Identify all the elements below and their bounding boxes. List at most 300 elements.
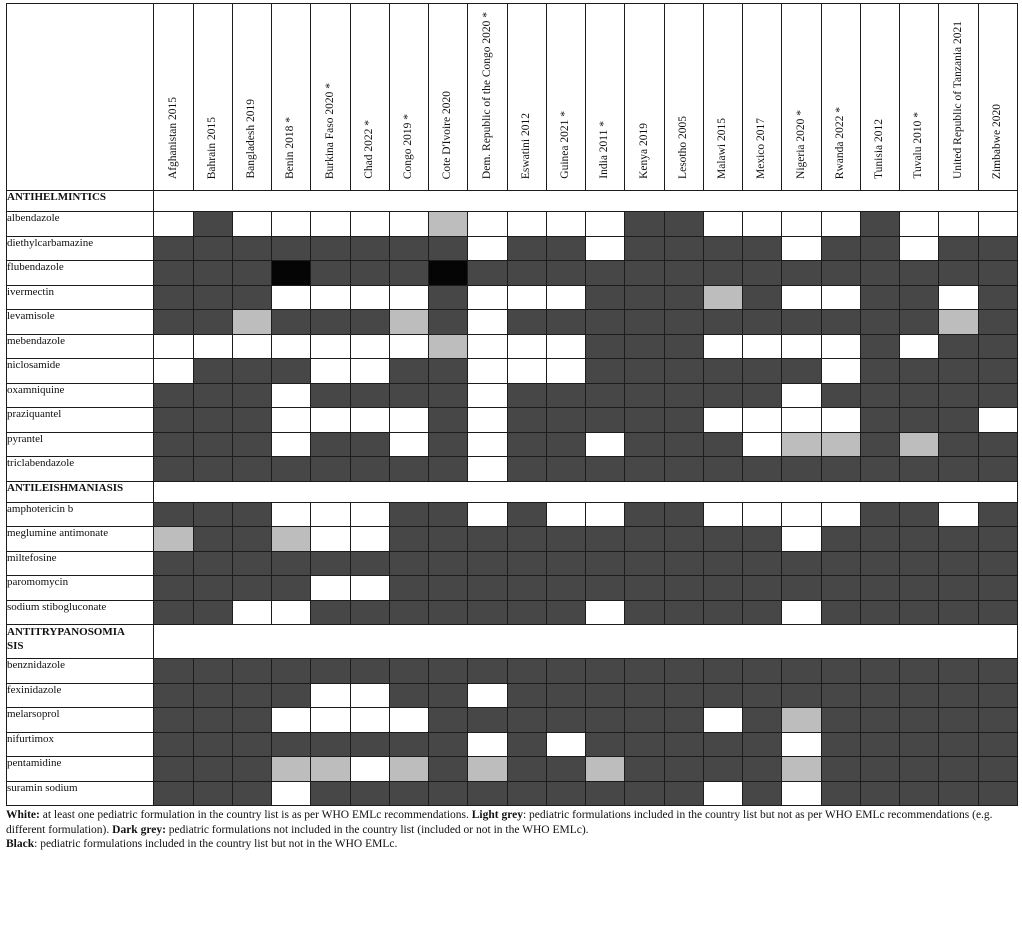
status-cell-dark-grey <box>507 708 546 733</box>
status-cell-white <box>782 502 821 527</box>
status-cell-dark-grey <box>860 757 899 782</box>
status-cell-dark-grey <box>900 781 939 806</box>
status-cell-dark-grey <box>821 527 860 552</box>
table-row <box>7 359 1018 384</box>
country-column-header <box>272 4 311 191</box>
drug-name: mebendazole <box>7 334 154 359</box>
status-cell-white <box>939 212 978 237</box>
country-column-label: Bangladesh 2019 <box>245 99 258 179</box>
status-cell-dark-grey <box>311 659 350 684</box>
country-column-label: Zimbabwe 2020 <box>991 103 1003 179</box>
status-cell-dark-grey <box>350 781 389 806</box>
status-cell-dark-grey <box>193 732 232 757</box>
status-cell-white <box>311 527 350 552</box>
status-cell-dark-grey <box>546 408 585 433</box>
section-blank-band <box>154 191 1018 212</box>
status-cell-dark-grey <box>232 527 271 552</box>
status-cell-dark-grey <box>703 551 742 576</box>
status-cell-dark-grey <box>193 285 232 310</box>
status-cell-white <box>821 212 860 237</box>
status-cell-dark-grey <box>586 334 625 359</box>
status-cell-dark-grey <box>507 408 546 433</box>
status-cell-dark-grey <box>743 732 782 757</box>
status-cell-dark-grey <box>703 261 742 286</box>
status-cell-white <box>743 334 782 359</box>
status-cell-dark-grey <box>468 261 507 286</box>
status-cell-dark-grey <box>546 659 585 684</box>
status-cell-dark-grey <box>782 659 821 684</box>
status-cell-white <box>350 334 389 359</box>
status-cell-white <box>507 334 546 359</box>
country-column-label: Rwanda 2022 * <box>833 106 846 179</box>
status-cell-dark-grey <box>939 732 978 757</box>
table-row <box>7 683 1018 708</box>
status-cell-dark-grey <box>703 757 742 782</box>
status-cell-dark-grey <box>193 408 232 433</box>
country-column-header <box>625 4 664 191</box>
status-cell-dark-grey <box>703 732 742 757</box>
status-cell-white <box>350 757 389 782</box>
status-cell-dark-grey <box>625 757 664 782</box>
status-cell-dark-grey <box>586 659 625 684</box>
country-column-header <box>389 4 428 191</box>
status-cell-dark-grey <box>546 310 585 335</box>
status-cell-dark-grey <box>507 781 546 806</box>
status-cell-dark-grey <box>232 432 271 457</box>
status-cell-white <box>782 236 821 261</box>
country-column-header <box>586 4 625 191</box>
status-cell-dark-grey <box>232 659 271 684</box>
status-cell-dark-grey <box>507 383 546 408</box>
status-cell-dark-grey <box>625 432 664 457</box>
table-row <box>7 659 1018 684</box>
status-cell-dark-grey <box>546 781 585 806</box>
table-row <box>7 383 1018 408</box>
status-cell-dark-grey <box>232 576 271 601</box>
status-cell-dark-grey <box>154 432 193 457</box>
status-cell-dark-grey <box>468 708 507 733</box>
status-cell-light-grey <box>429 212 468 237</box>
status-cell-dark-grey <box>193 502 232 527</box>
status-cell-dark-grey <box>978 781 1018 806</box>
status-cell-dark-grey <box>703 659 742 684</box>
country-column-header <box>429 4 468 191</box>
status-cell-dark-grey <box>546 236 585 261</box>
status-cell-dark-grey <box>193 457 232 482</box>
status-cell-dark-grey <box>900 576 939 601</box>
table-row <box>7 236 1018 261</box>
status-cell-dark-grey <box>429 732 468 757</box>
status-cell-dark-grey <box>939 236 978 261</box>
status-cell-dark-grey <box>586 781 625 806</box>
drug-name: flubendazole <box>7 261 154 286</box>
status-cell-dark-grey <box>311 310 350 335</box>
status-cell-white <box>703 212 742 237</box>
status-cell-dark-grey <box>389 576 428 601</box>
status-cell-dark-grey <box>900 359 939 384</box>
status-cell-dark-grey <box>272 236 311 261</box>
status-cell-white <box>350 683 389 708</box>
status-cell-dark-grey <box>664 383 703 408</box>
status-cell-dark-grey <box>507 683 546 708</box>
status-cell-dark-grey <box>350 600 389 625</box>
status-cell-white <box>978 408 1018 433</box>
status-cell-dark-grey <box>860 408 899 433</box>
status-cell-white <box>703 408 742 433</box>
country-column-header <box>193 4 232 191</box>
status-cell-white <box>507 359 546 384</box>
section-title: ANTIHELMINTICS <box>7 191 154 212</box>
status-cell-dark-grey <box>507 236 546 261</box>
status-cell-light-grey <box>821 432 860 457</box>
status-cell-dark-grey <box>664 334 703 359</box>
table-row <box>7 600 1018 625</box>
status-cell-dark-grey <box>350 236 389 261</box>
table-row <box>7 757 1018 782</box>
status-cell-dark-grey <box>625 236 664 261</box>
status-cell-dark-grey <box>350 659 389 684</box>
status-cell-white <box>272 708 311 733</box>
status-cell-dark-grey <box>821 659 860 684</box>
status-cell-dark-grey <box>978 600 1018 625</box>
status-cell-dark-grey <box>429 757 468 782</box>
status-cell-dark-grey <box>546 683 585 708</box>
drug-name: benznidazole <box>7 659 154 684</box>
status-cell-dark-grey <box>586 683 625 708</box>
status-cell-dark-grey <box>703 236 742 261</box>
status-cell-dark-grey <box>743 659 782 684</box>
country-column-label: Benin 2018 * <box>284 117 297 179</box>
status-cell-dark-grey <box>154 310 193 335</box>
status-cell-dark-grey <box>389 502 428 527</box>
status-cell-dark-grey <box>232 708 271 733</box>
status-cell-dark-grey <box>978 757 1018 782</box>
status-cell-dark-grey <box>939 457 978 482</box>
status-cell-dark-grey <box>664 261 703 286</box>
status-cell-dark-grey <box>350 732 389 757</box>
status-cell-white <box>900 236 939 261</box>
status-cell-dark-grey <box>625 683 664 708</box>
status-cell-white <box>311 408 350 433</box>
country-column-label: Tuvalu 2010 * <box>912 112 925 179</box>
drug-name: diethylcarbamazine <box>7 236 154 261</box>
status-cell-dark-grey <box>978 527 1018 552</box>
status-cell-dark-grey <box>586 383 625 408</box>
formulation-matrix-figure <box>6 3 1018 852</box>
status-cell-dark-grey <box>193 551 232 576</box>
status-cell-dark-grey <box>507 432 546 457</box>
status-cell-dark-grey <box>586 708 625 733</box>
legend-white-text: at least one pediatric formulation in the country list is as per WHO EMLc recommendations. <box>39 809 472 821</box>
status-cell-white <box>821 408 860 433</box>
status-cell-dark-grey <box>586 527 625 552</box>
country-column-label: Afghanistan 2015 <box>166 96 179 179</box>
table-row <box>7 502 1018 527</box>
status-cell-dark-grey <box>193 212 232 237</box>
status-cell-dark-grey <box>546 576 585 601</box>
status-cell-white <box>389 408 428 433</box>
status-cell-dark-grey <box>703 457 742 482</box>
status-cell-dark-grey <box>311 457 350 482</box>
status-cell-white <box>703 334 742 359</box>
status-cell-dark-grey <box>507 551 546 576</box>
status-cell-dark-grey <box>664 359 703 384</box>
status-cell-dark-grey <box>860 261 899 286</box>
status-cell-dark-grey <box>468 600 507 625</box>
status-cell-dark-grey <box>821 708 860 733</box>
section-title <box>7 625 154 659</box>
status-cell-dark-grey <box>900 708 939 733</box>
status-cell-dark-grey <box>350 310 389 335</box>
drug-name: miltefosine <box>7 551 154 576</box>
status-cell-dark-grey <box>978 261 1018 286</box>
status-cell-dark-grey <box>232 551 271 576</box>
status-cell-white <box>468 359 507 384</box>
table-row <box>7 408 1018 433</box>
table-body <box>7 191 1018 806</box>
country-column-label: United Republic of Tanzania 2021 <box>951 20 964 179</box>
country-column-label: Kenya 2019 <box>637 123 650 179</box>
status-cell-dark-grey <box>625 212 664 237</box>
section-header-row <box>7 481 1018 502</box>
status-cell-dark-grey <box>350 261 389 286</box>
drug-name: paromomycin <box>7 576 154 601</box>
status-cell-dark-grey <box>586 576 625 601</box>
status-cell-dark-grey <box>939 432 978 457</box>
status-cell-dark-grey <box>429 551 468 576</box>
status-cell-dark-grey <box>664 551 703 576</box>
status-cell-dark-grey <box>860 334 899 359</box>
status-cell-dark-grey <box>154 383 193 408</box>
status-cell-dark-grey <box>193 261 232 286</box>
status-cell-dark-grey <box>978 502 1018 527</box>
status-cell-dark-grey <box>900 408 939 433</box>
status-cell-dark-grey <box>311 261 350 286</box>
status-cell-dark-grey <box>429 432 468 457</box>
status-cell-white <box>468 432 507 457</box>
legend-dark-grey-label: Dark grey: <box>112 823 166 836</box>
status-cell-dark-grey <box>821 551 860 576</box>
status-cell-dark-grey <box>507 732 546 757</box>
status-cell-dark-grey <box>743 261 782 286</box>
status-cell-dark-grey <box>389 551 428 576</box>
status-cell-dark-grey <box>743 757 782 782</box>
status-cell-dark-grey <box>743 576 782 601</box>
table-row <box>7 732 1018 757</box>
status-cell-dark-grey <box>154 408 193 433</box>
status-cell-dark-grey <box>625 383 664 408</box>
status-cell-white <box>507 212 546 237</box>
status-cell-dark-grey <box>860 383 899 408</box>
status-cell-dark-grey <box>272 310 311 335</box>
status-cell-dark-grey <box>625 708 664 733</box>
status-cell-dark-grey <box>586 408 625 433</box>
status-cell-dark-grey <box>978 383 1018 408</box>
status-cell-dark-grey <box>900 285 939 310</box>
status-cell-dark-grey <box>664 708 703 733</box>
status-cell-dark-grey <box>507 457 546 482</box>
table-row <box>7 781 1018 806</box>
country-column-header <box>507 4 546 191</box>
status-cell-dark-grey <box>703 527 742 552</box>
status-cell-dark-grey <box>154 551 193 576</box>
status-cell-dark-grey <box>782 359 821 384</box>
country-column-label: Burkina Faso 2020 * <box>323 82 336 179</box>
status-cell-dark-grey <box>860 600 899 625</box>
country-column-header <box>900 4 939 191</box>
status-cell-dark-grey <box>311 551 350 576</box>
status-cell-dark-grey <box>860 285 899 310</box>
status-cell-dark-grey <box>821 383 860 408</box>
status-cell-dark-grey <box>900 551 939 576</box>
status-cell-dark-grey <box>782 683 821 708</box>
drug-name: meglumine antimonate <box>7 527 154 552</box>
status-cell-dark-grey <box>429 285 468 310</box>
status-cell-dark-grey <box>154 757 193 782</box>
country-column-label: India 2011 * <box>598 121 611 179</box>
status-cell-dark-grey <box>311 383 350 408</box>
country-column-label: Dem. Republic of the Congo 2020 * <box>480 11 493 179</box>
status-cell-dark-grey <box>154 236 193 261</box>
status-cell-dark-grey <box>232 236 271 261</box>
status-cell-white <box>272 781 311 806</box>
drug-name: albendazole <box>7 212 154 237</box>
status-cell-dark-grey <box>625 600 664 625</box>
status-cell-dark-grey <box>860 551 899 576</box>
status-cell-dark-grey <box>232 732 271 757</box>
status-cell-dark-grey <box>586 359 625 384</box>
table-row <box>7 212 1018 237</box>
status-cell-dark-grey <box>429 457 468 482</box>
status-cell-dark-grey <box>939 527 978 552</box>
status-cell-dark-grey <box>154 261 193 286</box>
status-cell-white <box>468 236 507 261</box>
country-column-header <box>821 4 860 191</box>
status-cell-white <box>154 212 193 237</box>
section-title-line: SIS <box>7 640 24 652</box>
drug-name: pyrantel <box>7 432 154 457</box>
status-cell-dark-grey <box>350 383 389 408</box>
status-cell-dark-grey <box>311 781 350 806</box>
status-cell-white <box>468 212 507 237</box>
status-cell-dark-grey <box>900 457 939 482</box>
status-cell-white <box>389 285 428 310</box>
status-cell-dark-grey <box>978 236 1018 261</box>
status-cell-dark-grey <box>860 212 899 237</box>
section-header-row <box>7 625 1018 659</box>
status-cell-dark-grey <box>939 261 978 286</box>
status-cell-dark-grey <box>664 683 703 708</box>
status-cell-dark-grey <box>468 527 507 552</box>
table-row <box>7 551 1018 576</box>
status-cell-dark-grey <box>625 502 664 527</box>
status-cell-dark-grey <box>272 359 311 384</box>
status-cell-white <box>821 334 860 359</box>
status-cell-dark-grey <box>782 576 821 601</box>
status-cell-dark-grey <box>703 432 742 457</box>
status-cell-light-grey <box>782 708 821 733</box>
drug-name: niclosamide <box>7 359 154 384</box>
status-cell-dark-grey <box>193 432 232 457</box>
status-cell-dark-grey <box>743 383 782 408</box>
legend-black-text: : pediatric formulations included in the country list but not in the WHO EMLc. <box>34 838 398 850</box>
status-cell-dark-grey <box>193 757 232 782</box>
status-cell-dark-grey <box>311 732 350 757</box>
status-cell-dark-grey <box>821 683 860 708</box>
status-cell-dark-grey <box>743 359 782 384</box>
status-cell-dark-grey <box>939 659 978 684</box>
status-cell-dark-grey <box>978 576 1018 601</box>
status-cell-dark-grey <box>743 600 782 625</box>
status-cell-dark-grey <box>193 600 232 625</box>
status-cell-dark-grey <box>703 683 742 708</box>
status-cell-dark-grey <box>939 359 978 384</box>
drug-name: pentamidine <box>7 757 154 782</box>
status-cell-dark-grey <box>625 359 664 384</box>
status-cell-dark-grey <box>860 576 899 601</box>
status-cell-dark-grey <box>154 708 193 733</box>
status-cell-white <box>743 408 782 433</box>
status-cell-dark-grey <box>625 659 664 684</box>
status-cell-dark-grey <box>743 236 782 261</box>
country-formulation-table <box>6 3 1018 806</box>
status-cell-dark-grey <box>546 551 585 576</box>
status-cell-dark-grey <box>546 457 585 482</box>
status-cell-dark-grey <box>625 457 664 482</box>
status-cell-dark-grey <box>546 432 585 457</box>
table-row <box>7 457 1018 482</box>
status-cell-dark-grey <box>664 576 703 601</box>
status-cell-dark-grey <box>546 708 585 733</box>
status-cell-light-grey <box>272 757 311 782</box>
status-cell-dark-grey <box>821 600 860 625</box>
status-cell-dark-grey <box>154 457 193 482</box>
status-cell-white <box>468 683 507 708</box>
table-row <box>7 310 1018 335</box>
status-cell-dark-grey <box>743 683 782 708</box>
country-column-label: Guinea 2021 * <box>559 111 572 179</box>
status-cell-white <box>703 781 742 806</box>
country-column-header <box>350 4 389 191</box>
status-cell-dark-grey <box>782 457 821 482</box>
status-cell-dark-grey <box>507 576 546 601</box>
status-cell-white <box>311 683 350 708</box>
status-cell-dark-grey <box>978 551 1018 576</box>
status-cell-white <box>272 432 311 457</box>
status-cell-dark-grey <box>546 383 585 408</box>
drug-name: melarsoprol <box>7 708 154 733</box>
status-cell-dark-grey <box>193 236 232 261</box>
country-column-header <box>468 4 507 191</box>
status-cell-dark-grey <box>860 432 899 457</box>
country-column-label: Bahrain 2015 <box>205 116 218 179</box>
status-cell-dark-grey <box>586 261 625 286</box>
status-cell-dark-grey <box>664 527 703 552</box>
status-cell-dark-grey <box>193 359 232 384</box>
status-cell-dark-grey <box>978 334 1018 359</box>
status-cell-dark-grey <box>743 781 782 806</box>
status-cell-dark-grey <box>939 408 978 433</box>
legend-dark-grey-text: pediatric formulations not included in the country list (included or not in the WHO EMLc). <box>165 823 589 836</box>
status-cell-white <box>272 285 311 310</box>
status-cell-dark-grey <box>860 781 899 806</box>
drug-name: amphotericin b <box>7 502 154 527</box>
status-cell-dark-grey <box>939 708 978 733</box>
status-cell-dark-grey <box>625 261 664 286</box>
status-cell-dark-grey <box>586 551 625 576</box>
status-cell-dark-grey <box>468 659 507 684</box>
status-cell-dark-grey <box>821 732 860 757</box>
